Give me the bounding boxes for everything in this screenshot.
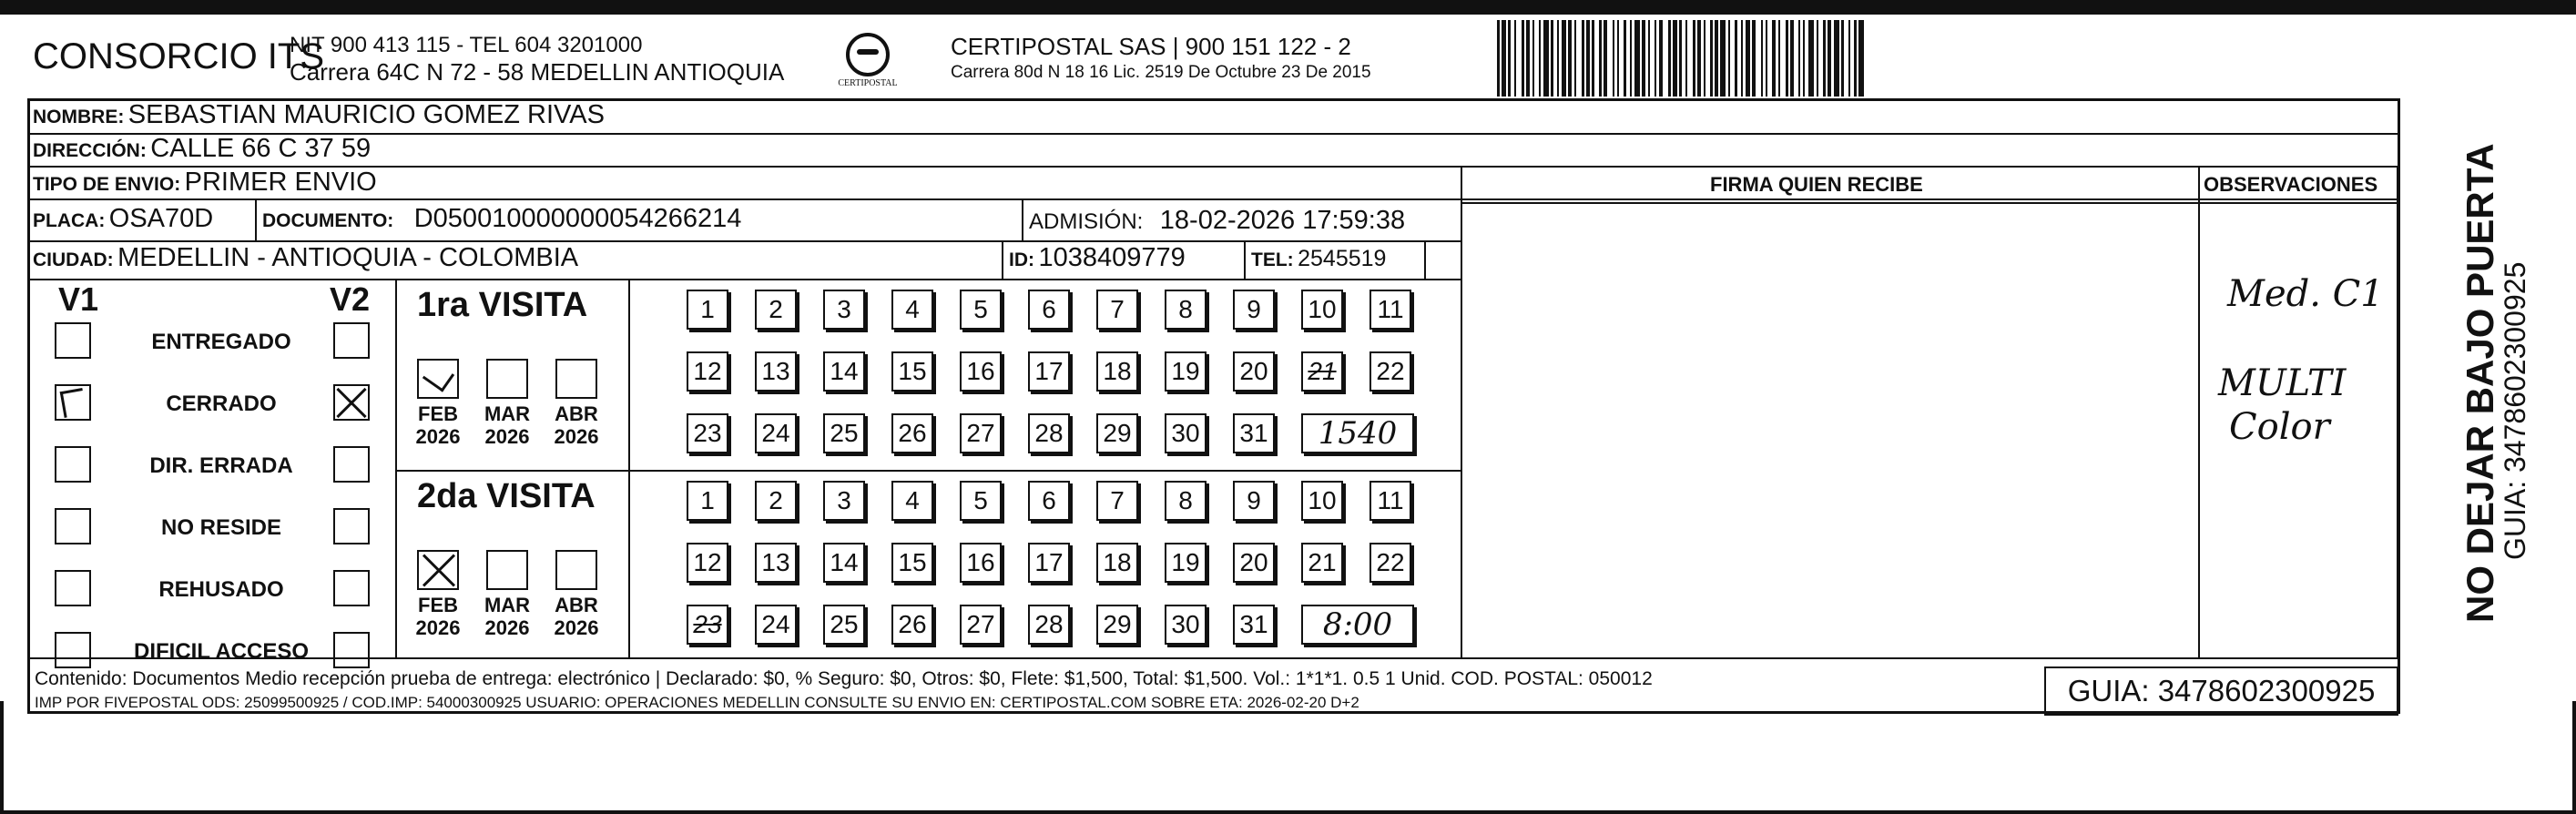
- no-dejar-bajo-puerta: NO DEJAR BAJO PUERTA: [2459, 143, 2501, 623]
- month-label: ABR 2026: [554, 594, 599, 639]
- day-box-11[interactable]: 11: [1369, 290, 1411, 330]
- status-v1-checkbox[interactable]: [55, 570, 91, 606]
- month-label: MAR 2026: [484, 594, 531, 639]
- day-box-24[interactable]: 24: [755, 605, 797, 645]
- month-checkbox[interactable]: [486, 550, 528, 590]
- status-v2-checkbox[interactable]: [333, 322, 370, 359]
- tel-value: 2545519: [1298, 246, 1387, 271]
- observaciones-header: OBSERVACIONES: [2204, 173, 2378, 196]
- day-box-31[interactable]: 31: [1233, 605, 1275, 645]
- day-box-30[interactable]: 30: [1165, 413, 1207, 453]
- day-box-19[interactable]: 19: [1165, 543, 1207, 583]
- placa-label: PLACA:: [33, 210, 106, 231]
- status-v1-checkbox[interactable]: [55, 446, 91, 483]
- status-label: NO RESIDE: [160, 515, 282, 540]
- nombre-row: [33, 100, 605, 130]
- barcode: [1497, 20, 2154, 97]
- day-box-12[interactable]: 12: [687, 351, 728, 392]
- day-box-21[interactable]: 21: [1301, 351, 1343, 392]
- observacion-note-3: Color: [2229, 406, 2330, 448]
- day-box-17[interactable]: 17: [1028, 543, 1070, 583]
- carrier-address: Carrera 80d N 18 16 Lic. 2519 De Octubre 23 De 2015: [951, 63, 1371, 82]
- day-box-1[interactable]: 1: [687, 290, 728, 330]
- admision-row: [1029, 206, 1405, 236]
- barcode-bar: [1864, 20, 1867, 97]
- carrier-name: CERTIPOSTAL SAS | 900 151 122 - 2: [951, 33, 1351, 60]
- day-box-30[interactable]: 30: [1165, 605, 1207, 645]
- company-info: [290, 33, 784, 86]
- day-box-14[interactable]: 14: [823, 351, 865, 392]
- direccion-value: CALLE 66 C 37 59: [150, 134, 372, 163]
- documento-label: DOCUMENTO:: [262, 210, 394, 231]
- month-label: ABR 2026: [554, 402, 599, 448]
- day-box-26[interactable]: 26: [891, 413, 933, 453]
- day-box-17[interactable]: 17: [1028, 351, 1070, 392]
- tipo-envio-label: TIPO DE ENVIO:: [33, 174, 181, 195]
- day-box-7[interactable]: 7: [1096, 481, 1138, 521]
- day-box-23[interactable]: 23: [687, 413, 728, 453]
- status-v2-checkbox[interactable]: [333, 446, 370, 483]
- day-box-22[interactable]: 22: [1369, 543, 1411, 583]
- company-nit: NIT 900 413 115 - TEL 604 3201000: [290, 33, 643, 57]
- direccion-label: DIRECCIÓN:: [33, 140, 147, 161]
- day-box-23[interactable]: 23: [687, 605, 728, 645]
- day-box-8[interactable]: 8: [1165, 481, 1207, 521]
- tel-row: [1251, 246, 1386, 272]
- placa-row: [33, 204, 213, 234]
- guia-number: GUIA: 3478602300925: [2044, 666, 2398, 716]
- day-box-28[interactable]: 28: [1028, 605, 1070, 645]
- ciudad-row: [33, 243, 578, 273]
- v1-header: V1: [58, 280, 99, 318]
- direccion-row: [33, 134, 371, 164]
- side-guia: GUIA: 3478602300925: [2499, 261, 2531, 560]
- status-label: DIR. ERRADA: [149, 453, 293, 478]
- day-box-18[interactable]: 18: [1096, 351, 1138, 392]
- month-label: MAR 2026: [484, 402, 531, 448]
- logo-text: CERTIPOSTAL: [838, 78, 898, 88]
- day-box-16[interactable]: 16: [960, 351, 1002, 392]
- firma-header: FIRMA QUIEN RECIBE: [1710, 173, 1923, 196]
- nombre-label: NOMBRE:: [33, 107, 125, 127]
- day-box-25[interactable]: 25: [823, 413, 865, 453]
- status-v1-checkbox[interactable]: [55, 508, 91, 544]
- day-box-5[interactable]: 5: [960, 481, 1002, 521]
- day-box-22[interactable]: 22: [1369, 351, 1411, 392]
- day-box-21[interactable]: 21: [1301, 543, 1343, 583]
- day-box-6[interactable]: 6: [1028, 481, 1070, 521]
- documento-row: [262, 204, 741, 234]
- day-box-4[interactable]: 4: [891, 290, 933, 330]
- ciudad-value: MEDELLIN - ANTIOQUIA - COLOMBIA: [117, 243, 579, 272]
- carrier-info: [951, 33, 1371, 86]
- day-box-9[interactable]: 9: [1233, 481, 1275, 521]
- v2-header: V2: [330, 280, 371, 318]
- day-box-3[interactable]: 3: [823, 290, 865, 330]
- visit-title: 1ra VISITA: [417, 286, 588, 324]
- id-row: [1009, 243, 1186, 273]
- nombre-value: SEBASTIAN MAURICIO GOMEZ RIVAS: [127, 100, 605, 129]
- day-box-20[interactable]: 20: [1233, 543, 1275, 583]
- day-box-2[interactable]: 2: [755, 290, 797, 330]
- placa-value: OSA70D: [108, 204, 214, 233]
- day-box-6[interactable]: 6: [1028, 290, 1070, 330]
- top-border: [0, 0, 2576, 15]
- day-box-7[interactable]: 7: [1096, 290, 1138, 330]
- month-label: FEB 2026: [415, 402, 461, 448]
- day-box-4[interactable]: 4: [891, 481, 933, 521]
- visit-time-box[interactable]: 8:00: [1301, 605, 1414, 645]
- status-v2-checkbox[interactable]: [333, 508, 370, 544]
- month-checkbox[interactable]: [555, 550, 597, 590]
- month-label: FEB 2026: [415, 594, 461, 639]
- day-box-8[interactable]: 8: [1165, 290, 1207, 330]
- status-v1-checkbox[interactable]: [55, 632, 91, 668]
- admision-label: ADMISIÓN:: [1029, 209, 1144, 234]
- tipo-envio-row: [33, 168, 377, 198]
- status-label: CERRADO: [166, 392, 277, 416]
- day-box-13[interactable]: 13: [755, 543, 797, 583]
- tel-label: TEL:: [1251, 249, 1294, 270]
- delivery-form: [27, 98, 2400, 714]
- day-box-16[interactable]: 16: [960, 543, 1002, 583]
- day-box-26[interactable]: 26: [891, 605, 933, 645]
- month-checkbox[interactable]: [555, 359, 597, 399]
- status-v2-checkbox[interactable]: [333, 570, 370, 606]
- footer-impresion: IMP POR FIVEPOSTAL ODS: 25099500925 / COD.IMP: 54000300925 USUARIO: OPERACIONES MEDELLIN CONSULTE SU ENVIO EN: CERTIPOSTAL.COM SOBRE ETA: 2026-02-20 D+2: [35, 694, 1359, 711]
- month-checkbox[interactable]: [417, 550, 459, 590]
- company-name: CONSORCIO ITS: [33, 36, 325, 76]
- label-outer-frame: [0, 701, 2576, 814]
- visit-time-box[interactable]: 1540: [1301, 413, 1414, 453]
- day-box-15[interactable]: 15: [891, 543, 933, 583]
- day-box-18[interactable]: 18: [1096, 543, 1138, 583]
- day-box-27[interactable]: 27: [960, 605, 1002, 645]
- day-box-20[interactable]: 20: [1233, 351, 1275, 392]
- day-box-11[interactable]: 11: [1369, 481, 1411, 521]
- day-box-28[interactable]: 28: [1028, 413, 1070, 453]
- day-box-25[interactable]: 25: [823, 605, 865, 645]
- status-label: DIFICIL ACCESO: [133, 639, 309, 664]
- day-box-3[interactable]: 3: [823, 481, 865, 521]
- month-checkbox[interactable]: [417, 359, 459, 399]
- day-box-29[interactable]: 29: [1096, 413, 1138, 453]
- day-box-24[interactable]: 24: [755, 413, 797, 453]
- tipo-envio-value: PRIMER ENVIO: [184, 168, 377, 197]
- id-label: ID:: [1009, 249, 1034, 270]
- observacion-note-2: MULTI: [2218, 362, 2347, 404]
- day-box-1[interactable]: 1: [687, 481, 728, 521]
- status-v2-checkbox[interactable]: [333, 632, 370, 668]
- id-value: 1038409779: [1038, 243, 1186, 272]
- day-box-12[interactable]: 12: [687, 543, 728, 583]
- month-checkbox[interactable]: [486, 359, 528, 399]
- day-box-31[interactable]: 31: [1233, 413, 1275, 453]
- observacion-note-1: Med. C1: [2227, 273, 2384, 315]
- day-box-10[interactable]: 10: [1301, 481, 1343, 521]
- day-box-14[interactable]: 14: [823, 543, 865, 583]
- footer-contenido: Contenido: Documentos Medio recepción prueba de entrega: electrónico | Declarado: $0, % Seguro: $0, Otros: $0, Flete: $1,500, Total: $1,500. Vol.: 1*1*1. 0.5 1 Unid. COD. POSTAL: 050012: [35, 668, 1653, 689]
- day-box-9[interactable]: 9: [1233, 290, 1275, 330]
- day-box-2[interactable]: 2: [755, 481, 797, 521]
- day-box-19[interactable]: 19: [1165, 351, 1207, 392]
- status-label: REHUSADO: [158, 577, 284, 602]
- status-v1-checkbox[interactable]: [55, 384, 91, 421]
- visit-title: 2da VISITA: [417, 477, 596, 515]
- admision-value: 18-02-2026 17:59:38: [1159, 206, 1406, 235]
- day-box-13[interactable]: 13: [755, 351, 797, 392]
- day-box-15[interactable]: 15: [891, 351, 933, 392]
- logo-icon: [846, 33, 890, 76]
- ciudad-label: CIUDAD:: [33, 249, 114, 270]
- status-label: ENTREGADO: [151, 330, 291, 354]
- day-box-29[interactable]: 29: [1096, 605, 1138, 645]
- status-v2-checkbox[interactable]: [333, 384, 370, 421]
- certipostal-logo: [836, 33, 900, 97]
- company-address: Carrera 64C N 72 - 58 MEDELLIN ANTIOQUIA: [290, 58, 785, 86]
- status-v1-checkbox[interactable]: [55, 322, 91, 359]
- day-box-5[interactable]: 5: [960, 290, 1002, 330]
- day-box-10[interactable]: 10: [1301, 290, 1343, 330]
- documento-value: D050010000000054266214: [413, 204, 742, 233]
- day-box-27[interactable]: 27: [960, 413, 1002, 453]
